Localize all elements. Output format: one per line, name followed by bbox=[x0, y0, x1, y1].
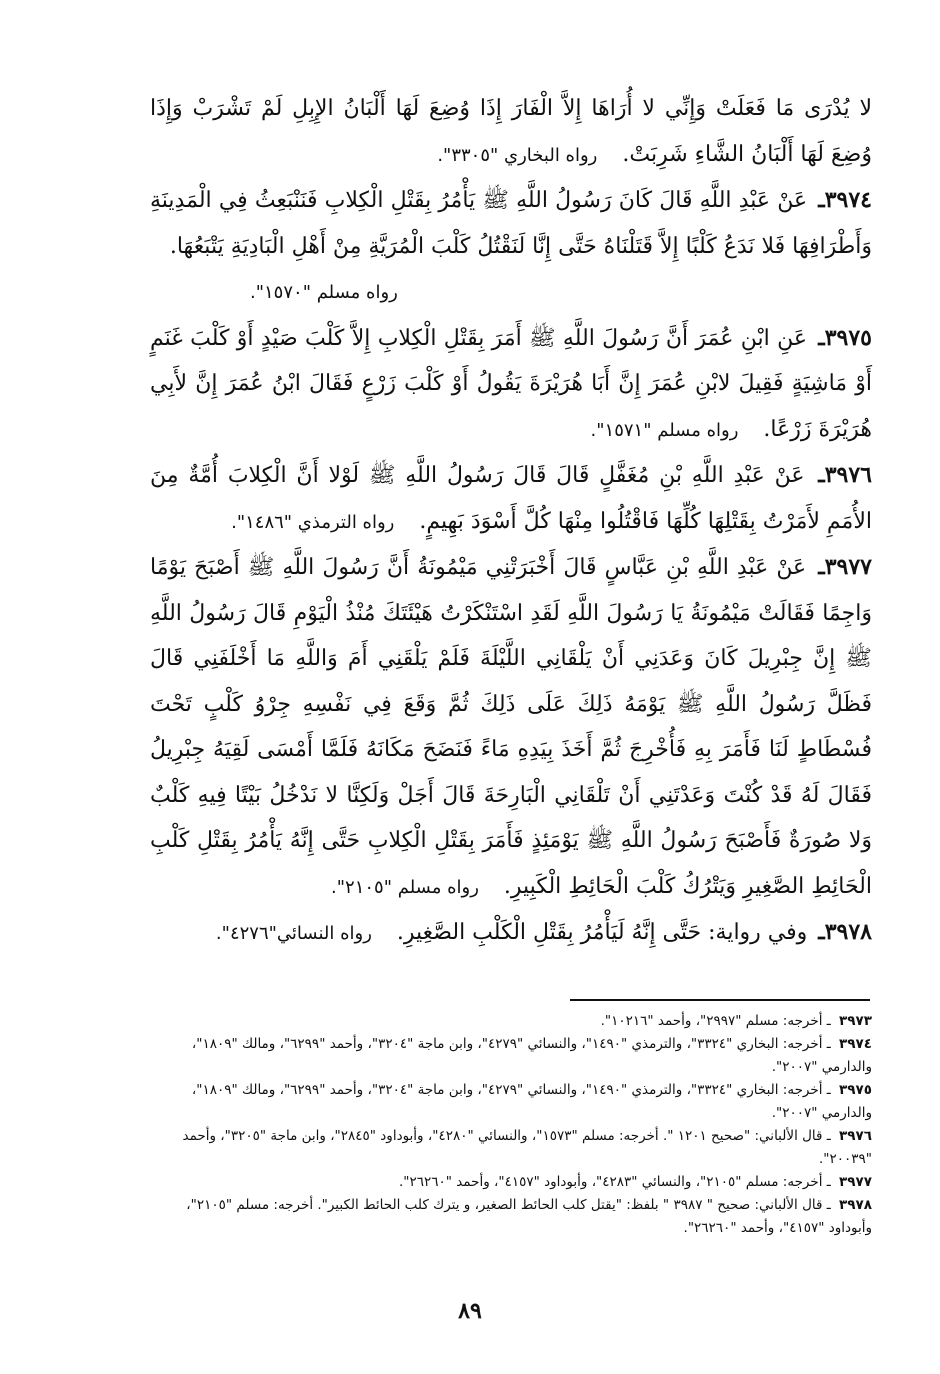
hadith-number-dash: ـ bbox=[818, 187, 825, 213]
hadith-number-dash: ـ bbox=[818, 324, 825, 351]
footnote-number: ٣٩٧٨ bbox=[839, 1197, 872, 1213]
footnote-dash: ـ bbox=[822, 1128, 836, 1144]
footnote-text: قال الألباني: صحيح " ٣٩٨٧ " بلفظ: "يقتل كلب الحائط الصغير، و يترك كلب الحائط الكبير". أخرجه: مسلم "٢١٠٥"، وأبوداود "٤١٥٧"، وأحمد "٢٦٢٦٠". bbox=[186, 1197, 872, 1236]
footnote-item bbox=[150, 1079, 872, 1125]
footnote-number: ٣٩٧٦ bbox=[839, 1128, 872, 1144]
footnote-item bbox=[150, 1125, 872, 1171]
hadith-number-dash: ـ bbox=[818, 554, 825, 580]
hadith-list bbox=[150, 86, 872, 957]
footnote-dash: ـ bbox=[822, 1197, 836, 1213]
hadith-3978 bbox=[150, 910, 872, 957]
footnote-text: أخرجه: البخاري "٣٣٢٤"، والترمذي "١٤٩٠"، والنسائي "٤٢٧٩"، وابن ماجة "٣٢٠٤"، وأحمد "٦٢٩٩"، ومالك "١٨٠٩"، والدارمي "٢٠٠٧". bbox=[191, 1082, 872, 1121]
hadith-3973-continuation bbox=[150, 86, 872, 178]
page-number: ٨٩ bbox=[458, 1298, 482, 1324]
hadith-number: ٣٩٧٧ bbox=[824, 554, 872, 580]
footnote-text: أخرجه: مسلم "٢٩٩٧"، وأحمد "١٠٢١٦". bbox=[600, 1013, 823, 1029]
footnote-dash: ـ bbox=[822, 1013, 836, 1029]
hadith-number-dash: ـ bbox=[818, 462, 825, 488]
hadith-narration: رواه مسلم "١٥٧٠". bbox=[250, 282, 398, 303]
main-text-block bbox=[150, 86, 872, 957]
hadith-3977 bbox=[150, 545, 872, 910]
hadith-narration: رواه النسائي"٤٢٧٦". bbox=[215, 923, 372, 944]
footnote-item bbox=[150, 1194, 872, 1240]
hadith-text: عَنِ ابْنِ عُمَرَ أَنَّ رَسُولَ اللَّهِ ﷺ أَمَرَ بِقَتْلِ الْكِلابِ إِلاَّ كَلْبَ صَيْدٍ أَوْ كَلْبَ غَنَمٍ أَوْ مَاشِيَةٍ فَقِيلَ لابْنِ عُمَرَ إِنَّ أَبَا هُرَيْرَةَ يَقُولُ أَوْ كَلْبَ زَرْعٍ فَقَالَ ابْنُ عُمَرَ إِنَّ لأَبِي هُرَيْرَةَ زَرْعًا. bbox=[150, 325, 872, 442]
hadith-3975 bbox=[150, 316, 872, 454]
hadith-number: ٣٩٧٦ bbox=[824, 462, 872, 488]
hadith-number-dash: ـ bbox=[818, 919, 825, 945]
footnote-dash: ـ bbox=[822, 1082, 836, 1098]
hadith-narration: رواه البخاري "٣٣٠٥". bbox=[437, 144, 598, 166]
hadith-text: عَنْ عَبْدِ اللَّهِ قَالَ كَانَ رَسُولُ اللَّهِ ﷺ يَأْمُرُ بِقَتْلِ الْكِلابِ فَنَنْبَعِثُ فِي الْمَدِينَةِ وَأَطْرَافِهَا فَلا نَدَعُ كَلْبًا إِلاَّ قَتَلْنَاهُ حَتَّى إِنَّا لَنَقْتُلُ كَلْبَ الْمُرَيَّةِ مِنْ أَهْلِ الْبَادِيَةِ يَتْبَعُهَا. bbox=[150, 188, 872, 259]
footnotes bbox=[150, 1010, 872, 1240]
footnote-dash: ـ bbox=[822, 1174, 836, 1190]
footnote-text: أخرجه: البخاري "٣٣٢٤"، والترمذي "١٤٩٠"، والنسائي "٤٢٧٩"، وابن ماجة "٣٢٠٤"، وأحمد "٦٢٩٩"، ومالك "١٨٠٩"، والدارمي "٢٠٠٧". bbox=[191, 1036, 872, 1075]
hadith-narration: رواه مسلم "٢١٠٥". bbox=[331, 876, 479, 898]
hadith-number: ٣٩٧٤ bbox=[824, 187, 872, 213]
hadith-narration: رواه الترمذي "١٤٨٦". bbox=[231, 511, 395, 533]
hadith-number: ٣٩٧٥ bbox=[824, 324, 872, 351]
footnote-number: ٣٩٧٣ bbox=[839, 1013, 872, 1029]
hadith-number: ٣٩٧٨ bbox=[824, 919, 872, 945]
footnote-item bbox=[150, 1010, 872, 1033]
hadith-text: عَنْ عَبْدِ اللَّهِ بْنِ مُغَفَّلٍ قَالَ قَالَ رَسُولُ اللَّهِ ﷺ لَوْلا أَنَّ الْكِلابَ أُمَّةٌ مِنَ الأُمَمِ لأَمَرْتُ بِقَتْلِهَا كُلِّهَا فَاقْتُلُوا مِنْهَا كُلَّ أَسْوَدَ بَهِيمٍ. bbox=[150, 463, 872, 534]
footnote-number: ٣٩٧٤ bbox=[839, 1036, 872, 1052]
hadith-narration-line bbox=[150, 269, 872, 316]
footnote-text: أخرجه: مسلم "٢١٠٥"، والنسائي "٤٢٨٣"، وأبوداود "٤١٥٧"، وأحمد "٢٦٢٦٠". bbox=[398, 1174, 823, 1190]
footnote-number: ٣٩٧٧ bbox=[839, 1174, 872, 1190]
hadith-3974 bbox=[150, 178, 872, 316]
footnote-item bbox=[150, 1033, 872, 1079]
hadith-text: عَنْ عَبْدِ اللَّهِ بْنِ عَبَّاسٍ قَالَ أَخْبَرَتْنِي مَيْمُونَةُ أَنَّ رَسُولَ اللَّهِ ﷺ أَصْبَحَ يَوْمًا وَاجِمًا فَقَالَتْ مَيْمُونَةُ يَا رَسُولَ اللَّهِ لَقَدِ اسْتَنْكَرْتُ هَيْئَتَكَ مُنْذُ الْيَوْمِ قَالَ رَسُولُ اللَّهِ ﷺ إِنَّ جِبْرِيلَ كَانَ وَعَدَنِي أَنْ يَلْقَانِي اللَّيْلَةَ فَلَمْ يَلْقَنِي أَمَ وَاللَّهِ مَا أَخْلَفَنِي قَالَ فَظَلَّ رَسُولُ اللَّهِ ﷺ يَوْمَهُ ذَلِكَ عَلَى ذَلِكَ ثُمَّ وَقَعَ فِي نَفْسِهِ جِرْوُ كَلْبٍ تَحْتَ فُسْطَاطٍ لَنَا فَأَمَرَ بِهِ فَأُخْرِجَ ثُمَّ أَخَذَ بِيَدِهِ مَاءً فَنَضَحَ مَكَانَهُ فَلَمَّا أَمْسَى لَقِيَهُ جِبْرِيلُ فَقَالَ لَهُ قَدْ كُنْتَ وَعَدْتَنِي أَنْ تَلْقَانِي الْبَارِحَةَ قَالَ أَجَلْ وَلَكِنَّا لا نَدْخُلُ بَيْتًا فِيهِ كَلْبٌ وَلا صُورَةٌ فَأَصْبَحَ رَسُولُ اللَّهِ ﷺ يَوْمَئِذٍ فَأَمَرَ بِقَتْلِ الْكِلابِ حَتَّى إِنَّهُ يَأْمُرُ بِقَتْلِ كَلْبِ الْحَائِطِ الصَّغِيرِ وَيَتْرُكُ كَلْبَ الْحَائِطِ الْكَبِيرِ. bbox=[150, 555, 872, 899]
footnote-item bbox=[150, 1171, 872, 1194]
hadith-narration: رواه مسلم "١٥٧١". bbox=[590, 419, 739, 441]
hadith-text: لا يُدْرَى مَا فَعَلَتْ وَإِنِّي لا أُرَاهَا إِلاَّ الْفَارَ إِذَا وُضِعَ لَهَا أَلْبَانُ الإِبِلِ لَمْ تَشْرَبْ وَإِذَا وُضِعَ لَهَا أَلْبَانُ الشَّاءِ شَرِبَتْ. bbox=[150, 96, 872, 167]
hadith-3976 bbox=[150, 453, 872, 545]
footnote-dash: ـ bbox=[822, 1036, 836, 1052]
footnote-divider bbox=[570, 999, 870, 1001]
hadith-text: وفي رواية: حَتَّى إِنَّهُ لَيَأْمُرُ بِقَتْلِ الْكَلْبِ الصَّغِيرِ. bbox=[396, 920, 808, 945]
footnote-number: ٣٩٧٥ bbox=[839, 1082, 872, 1098]
footnote-text: قال الألباني: "صحيح ١٢٠١ ". أخرجه: مسلم "١٥٧٣"، والنسائي "٤٢٨٠"، وأبوداود "٢٨٤٥"، وابن ماجة "٣٢٠٥"، وأحمد "٢٠٠٣٩". bbox=[182, 1128, 872, 1167]
